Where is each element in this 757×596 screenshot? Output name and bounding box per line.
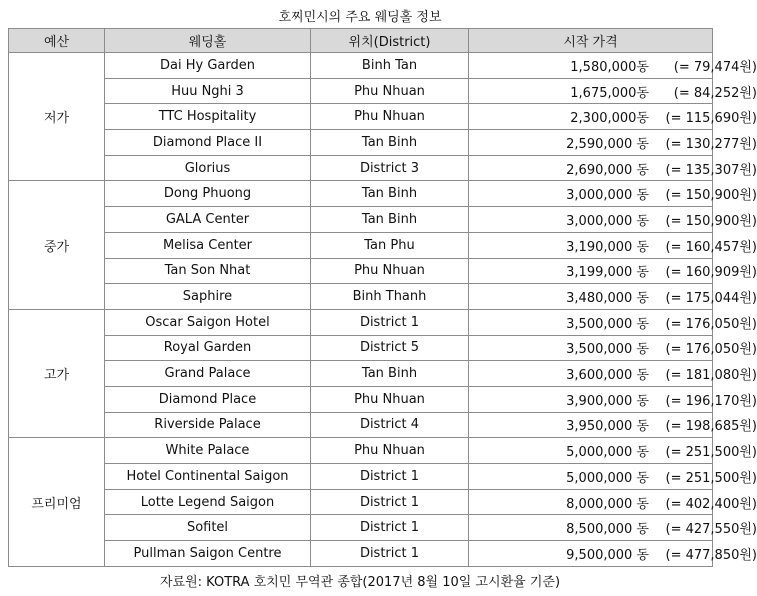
price-cell [469,207,757,233]
price-krw: (= 150,900원) [665,213,757,229]
price-vnd: 3,500,000 동 [566,342,649,358]
price-krw: (= 251,500원) [665,470,757,486]
header-budget: 예산 [9,29,105,53]
header-location: 위치(District) [311,29,469,53]
location-cell: District 1 [311,309,469,335]
location-cell: District 1 [311,464,469,490]
price-vnd: 3,900,000 동 [566,393,649,409]
table-row [9,104,713,130]
table-row [9,232,713,258]
price-krw: (= 79,474원) [673,59,757,75]
location-cell: Phu Nhuan [311,104,469,130]
table-row [9,335,713,361]
price-krw: (= 135,307원) [665,162,757,178]
price-cell [469,412,757,438]
table-row [9,181,713,207]
table-row [9,361,713,387]
price-cell [469,104,757,130]
price-cell [469,309,757,335]
price-cell [469,232,757,258]
hall-name-cell: TTC Hospitality [105,104,311,130]
location-cell: Binh Tan [311,53,469,79]
hall-name-cell: Melisa Center [105,232,311,258]
hall-name-cell: Pullman Saigon Centre [105,541,311,567]
price-vnd: 3,480,000 동 [566,291,649,307]
location-cell: Tan Binh [311,130,469,156]
table-title: 호찌민시의 주요 웨딩홀 정보 [278,10,442,25]
price-krw: (= 477,850원) [665,547,757,563]
price-krw: (= 402,400원) [665,496,757,512]
table-row [9,464,713,490]
price-krw: (= 160,457원) [665,239,757,255]
table-row [9,155,713,181]
price-krw: (= 176,050원) [665,342,757,358]
price-cell [469,335,757,361]
price-cell [469,515,757,541]
price-vnd: 5,000,000 동 [566,470,649,486]
price-krw: (= 198,685원) [665,419,757,435]
price-vnd: 1,675,000동 [570,85,649,101]
price-krw: (= 176,050원) [665,316,757,332]
budget-category-cell: 프리미엄 [9,438,105,566]
price-vnd: 2,590,000 동 [566,136,649,152]
price-cell [469,361,757,387]
hall-name-cell: Glorius [105,155,311,181]
price-vnd: 3,000,000 동 [566,188,649,204]
price-krw: (= 251,500원) [665,445,757,461]
price-vnd: 9,500,000 동 [566,547,649,563]
location-cell: Phu Nhuan [311,78,469,104]
price-vnd: 3,500,000 동 [566,316,649,332]
price-cell [469,258,757,284]
hall-name-cell: Sofitel [105,515,311,541]
price-krw: (= 84,252원) [673,85,757,101]
price-krw: (= 181,080원) [665,368,757,384]
hall-name-cell: White Palace [105,438,311,464]
hall-name-cell: Lotte Legend Saigon [105,489,311,515]
table-body [9,53,757,567]
price-vnd: 5,000,000 동 [566,445,649,461]
price-cell [469,489,757,515]
table-row [9,386,713,412]
location-cell: District 1 [311,515,469,541]
price-vnd: 3,199,000 동 [566,265,649,281]
hall-name-cell: Grand Palace [105,361,311,387]
location-cell: Tan Phu [311,232,469,258]
table-row [9,258,713,284]
table-row [9,438,713,464]
location-cell: District 1 [311,541,469,567]
price-vnd: 3,000,000 동 [566,213,649,229]
price-cell [469,386,757,412]
price-vnd: 2,690,000 동 [566,162,649,178]
price-krw: (= 150,900원) [665,188,757,204]
price-cell [469,438,757,464]
table-row [9,130,713,156]
location-cell: District 4 [311,412,469,438]
hall-name-cell: GALA Center [105,207,311,233]
price-cell [469,464,757,490]
hall-name-cell: Diamond Place II [105,130,311,156]
price-krw: (= 196,170원) [665,393,757,409]
hall-name-cell: Royal Garden [105,335,311,361]
price-cell [469,181,757,207]
location-cell: District 5 [311,335,469,361]
hall-name-cell: Riverside Palace [105,412,311,438]
table-row [9,541,713,567]
hall-name-cell: Diamond Place [105,386,311,412]
price-vnd: 3,950,000 동 [566,419,649,435]
price-vnd: 8,500,000 동 [566,522,649,538]
price-cell [469,284,757,310]
hall-name-cell: Tan Son Nhat [105,258,311,284]
location-cell: Phu Nhuan [311,258,469,284]
location-cell: Phu Nhuan [311,386,469,412]
price-vnd: 2,300,000동 [570,111,649,127]
budget-category-cell: 저가 [9,53,105,181]
location-cell: Tan Binh [311,361,469,387]
table-row [9,515,713,541]
price-vnd: 3,190,000 동 [566,239,649,255]
price-vnd: 3,600,000 동 [566,368,649,384]
price-vnd: 8,000,000 동 [566,496,649,512]
table-row [9,78,713,104]
location-cell: Phu Nhuan [311,438,469,464]
hall-name-cell: Hotel Continental Saigon [105,464,311,490]
source-note: 자료원: KOTRA 호치민 무역관 종합(2017년 8월 10일 고시환율 기준) [159,575,561,590]
price-krw: (= 160,909원) [665,265,757,281]
price-cell [469,78,757,104]
table-row [9,284,713,310]
budget-category-cell: 중가 [9,181,105,309]
price-krw: (= 175,044원) [665,291,757,307]
table-row [9,53,713,79]
location-cell: District 1 [311,489,469,515]
price-cell [469,155,757,181]
hall-name-cell: Oscar Saigon Hotel [105,309,311,335]
hall-name-cell: Dong Phuong [105,181,311,207]
hall-name-cell: Dai Hy Garden [105,53,311,79]
price-krw: (= 115,690원) [665,111,757,127]
hall-name-cell: Huu Nghi 3 [105,78,311,104]
table-row [9,309,713,335]
location-cell: Tan Binh [311,181,469,207]
price-vnd: 1,580,000동 [570,59,649,75]
location-cell: Binh Thanh [311,284,469,310]
budget-category-cell: 고가 [9,309,105,437]
table-row [9,489,713,515]
header-wedding-hall: 웨딩홀 [105,29,311,53]
table-row [9,412,713,438]
price-cell [469,541,757,567]
price-cell [469,53,757,79]
table-row [9,207,713,233]
location-cell: District 3 [311,155,469,181]
wedding-hall-table [8,28,757,567]
header-start-price: 시작 가격 [469,29,713,53]
location-cell: Tan Binh [311,207,469,233]
price-krw: (= 427,550원) [665,522,757,538]
header-row [9,29,713,53]
hall-name-cell: Saphire [105,284,311,310]
price-cell [469,130,757,156]
price-krw: (= 130,277원) [665,136,757,152]
